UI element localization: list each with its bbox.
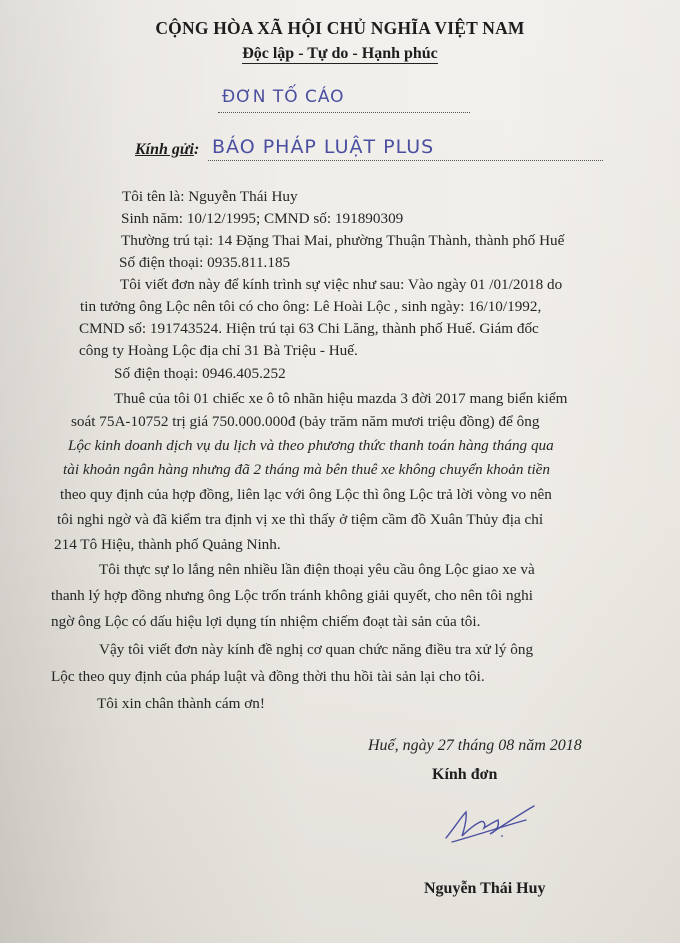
place-and-date: Huế, ngày 27 tháng 08 năm 2018 (368, 737, 582, 754)
body-line: Số điện thoại: 0935.811.185 (119, 254, 291, 271)
body-line: tài khoản ngân hàng nhưng đã 2 tháng mà bên thuê xe không chuyển khoản tiền (63, 461, 551, 478)
body-line: Lộc theo quy định của pháp luật và đồng thời thu hồi tài sản lại cho tôi. (51, 668, 485, 685)
recipient-label-text: Kính gửi (135, 141, 194, 158)
body-line: Thuê của tôi 01 chiếc xe ô tô nhãn hiệu mazda 3 đời 2017 mang biển kiểm (114, 390, 568, 407)
handwritten-signature-icon (440, 798, 540, 846)
body-line: Tôi viết đơn này để kính trình sự việc như sau: Vào ngày 01 /01/2018 do (120, 276, 563, 293)
body-line: 214 Tô Hiệu, thành phố Quảng Ninh. (54, 536, 281, 553)
national-motto-text: Độc lập - Tự do - Hạnh phúc (242, 45, 438, 62)
body-line: tin tưởng ông Lộc nên tôi có cho ông: Lê Hoài Lộc , sinh ngày: 16/10/1992, (80, 298, 542, 315)
recipient-value: BÁO PHÁP LUẬT PLUS (212, 136, 435, 158)
body-line: Tôi tên là: Nguyễn Thái Huy (122, 188, 298, 205)
body-line: CMND số: 191743524. Hiện trú tại 63 Chi Lăng, thành phố Huế. Giám đốc (79, 320, 539, 337)
body-line: ngờ ông Lộc có dấu hiệu lợi dụng tín nhiệm chiếm đoạt tài sản của tôi. (51, 613, 481, 630)
body-line: Tôi thực sự lo lắng nên nhiều lần điện thoại yêu cầu ông Lộc giao xe và (99, 561, 535, 578)
national-title: CỘNG HÒA XÃ HỘI CHỦ NGHĨA VIỆT NAM (155, 18, 525, 38)
signer-name: Nguyễn Thái Huy (424, 880, 546, 897)
body-line: Sinh năm: 10/12/1995; CMND số: 191890309 (121, 210, 404, 227)
body-line: theo quy định của hợp đồng, liên lạc với ông Lộc thì ông Lộc trả lời vòng vo nên (60, 486, 552, 503)
body-line: soát 75A-10752 trị giá 750.000.000đ (bảy trăm năm mươi triệu đồng) để ông (71, 413, 540, 430)
recipient-colon: : (193, 141, 200, 158)
body-line: Tôi xin chân thành cám ơn! (97, 695, 265, 712)
closing-salutation: Kính đơn (432, 766, 498, 783)
body-line: Vậy tôi viết đơn này kính đề nghị cơ quan chức năng điều tra xử lý ông (99, 641, 534, 658)
national-motto (0, 45, 680, 63)
body-line: công ty Hoàng Lộc địa chỉ 31 Bà Triệu - Huế. (79, 342, 358, 359)
body-line: Lộc kinh doanh dịch vụ du lịch và theo phương thức thanh toán hàng tháng qua (68, 437, 554, 454)
document-title: ĐƠN TỐ CÁO (222, 87, 345, 107)
recipient-label (135, 141, 199, 159)
body-line: Số điện thoại: 0946.405.252 (114, 365, 286, 382)
body-line: tôi nghi ngờ và đã kiểm tra định vị xe thì thấy ở tiệm cầm đồ Xuân Thủy địa chỉ (57, 511, 544, 528)
body-line: Thường trú tại: 14 Đặng Thai Mai, phường Thuận Thành, thành phố Huế (121, 232, 565, 249)
body-line: thanh lý hợp đồng nhưng ông Lộc trốn tránh không giải quyết, cho nên tôi nghi (51, 587, 533, 604)
